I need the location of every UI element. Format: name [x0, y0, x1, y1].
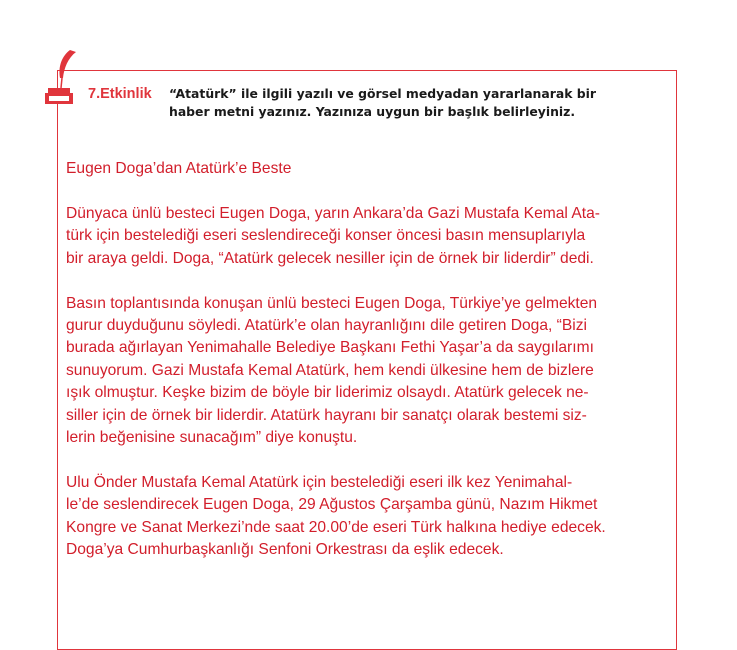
paragraph-line: ışık olmuştur. Keşke bizim de böyle bir liderimiz olsaydı. Atatürk gelecek ne- — [66, 384, 589, 402]
activity-instruction — [169, 85, 639, 121]
paragraph-line: türk için bestelediği eseri seslendireceği konser öncesi basın mensuplarıyla — [66, 227, 586, 245]
paragraph-line: bir araya geldi. Doga, “Atatürk gelecek nesiller için de örnek bir liderdir” dedi. — [66, 249, 594, 267]
paragraph-line: burada ağırlayan Yenimahalle Belediye Başkanı Fethi Yaşar’a da saygılarımı — [66, 339, 594, 357]
paragraph-line: sunuyorum. Gazi Mustafa Kemal Atatürk, hem kendi ülkesine hem de bizlere — [66, 361, 594, 379]
paragraph-line: Dünyaca ünlü besteci Eugen Doga, yarın Ankara’da Gazi Mustafa Kemal Ata- — [66, 204, 600, 222]
instruction-line: haber metni yazınız. Yazınıza uygun bir başlık belirleyiniz. — [169, 104, 576, 119]
paragraph-line: Doga’ya Cumhurbaşkanlığı Senfoni Orkestrası da eşlik edecek. — [66, 541, 504, 559]
paragraph-line: gurur duyduğunu söyledi. Atatürk’e olan hayranlığını dile getiren Doga, “Bizi — [66, 317, 587, 335]
instruction-line: “Atatürk” ile ilgili yazılı ve görsel medyadan yararlanarak bir — [169, 86, 596, 101]
article — [66, 158, 666, 584]
paragraph-line: le’de seslendirecek Eugen Doga, 29 Ağustos Çarşamba günü, Nazım Hikmet — [66, 496, 598, 514]
article-paragraph — [66, 293, 666, 450]
paragraph-line: Kongre ve Sanat Merkezi’nde saat 20.00’de eseri Türk halkına hediye edecek. — [66, 518, 606, 536]
article-paragraph — [66, 472, 666, 562]
activity-label: 7.Etkinlik — [86, 86, 158, 102]
article-paragraph — [66, 203, 666, 270]
paragraph-line: siller için de örnek bir liderdir. Atatürk hayranı bir sanatçı olarak bestemi siz- — [66, 406, 587, 424]
quill-inkwell-icon — [40, 48, 86, 106]
paragraph-line: Basın toplantısında konuşan ünlü besteci Eugen Doga, Türkiye’ye gelmekten — [66, 294, 598, 312]
paragraph-line: lerin beğenisine sunacağım” diye konuştu. — [66, 429, 358, 447]
paragraph-line: Ulu Önder Mustafa Kemal Atatürk için bestelediği eseri ilk kez Yenimahal- — [66, 473, 573, 491]
article-title: Eugen Doga’dan Atatürk’e Beste — [66, 160, 292, 177]
